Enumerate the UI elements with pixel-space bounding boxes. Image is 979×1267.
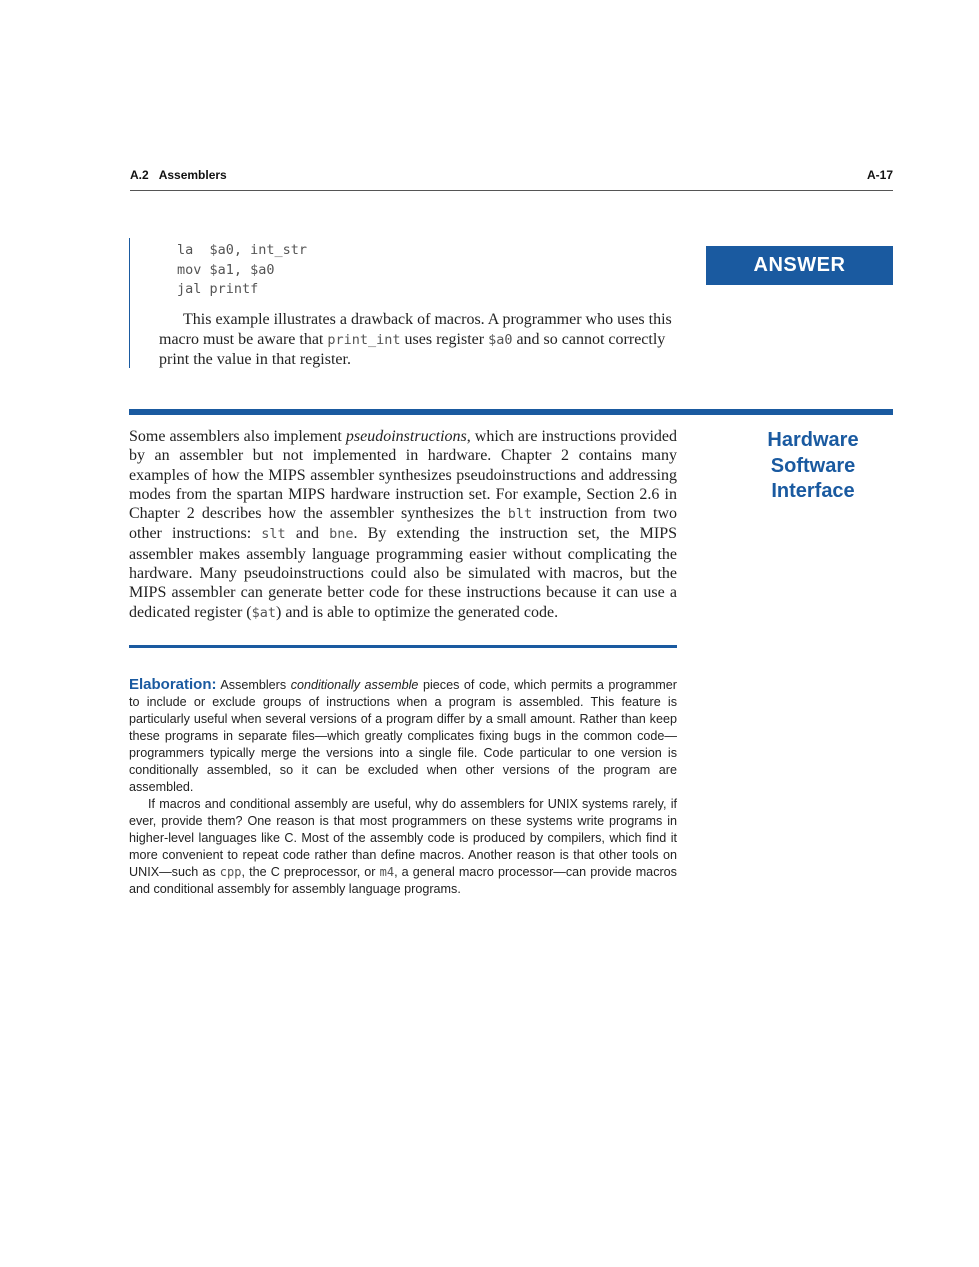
- answer-block: [129, 238, 690, 368]
- elab-text: If macros and conditional assembly are useful, why do assemblers for UNIX systems rarely, if ever, provide them? One reason is that most programmers on these systems write programs in higher-level languages like C. Most of the assembly code is produced by compilers, which find it more convenient to repeat code rather than define macros. Another reason is that other tools on UNIX—such as: [129, 797, 677, 879]
- hsi-sidebar-label: [740, 428, 886, 505]
- hsi-label-line: Hardware: [767, 429, 859, 451]
- running-header: [130, 168, 893, 191]
- inline-code-cpp: cpp: [219, 865, 242, 879]
- inline-code-at: $at: [251, 604, 276, 621]
- hsi-label-line: Interface: [771, 480, 855, 502]
- elab-text: pieces of code, which permits a programmer to include or exclude groups of instructions when a program is assembled. This feature is particularly useful when several versions of a program differ by a small amount. Rather than keep these programs in separate files—which greatly complicates fixing bugs in the common code—programmers typically merge the versions into a single file. Code particular to one version is conditionally assembled, so it can be excluded when other versions of the program are assembled.: [129, 678, 677, 794]
- hsi-text-2: , which are instructions provided by an assembler but not implemented in hardware. Chapter 2 contains many examples of how the MIPS assembler synthesizes pseudoinstructions and addressing modes from the spartan MIPS hardware instruction set. For example, Section 2.6 in Chapter 2 describes how the assembler synthesizes the: [129, 428, 677, 523]
- code-listing: [177, 241, 307, 300]
- page-number: A-17: [866, 168, 893, 182]
- header-section-number: A.2: [130, 168, 149, 182]
- elaboration-section: [129, 676, 677, 898]
- elaboration-paragraph-1: [129, 676, 677, 796]
- answer-text-2: uses register: [400, 331, 489, 348]
- inline-code-bne: bne: [329, 526, 354, 543]
- answer-paragraph: [159, 310, 679, 370]
- inline-code-a0: $a0: [488, 332, 513, 348]
- elaboration-title: Elaboration:: [129, 676, 217, 693]
- inline-code-m4: m4: [379, 865, 395, 879]
- hsi-emphasis: pseudoinstructions: [345, 428, 467, 445]
- hsi-text-4: and: [285, 525, 330, 543]
- hsi-text-3: instruction from two other instructions:: [129, 505, 677, 543]
- answer-text-1: This example illustrates a drawback of macros. A programmer who uses this macro must be aware that: [159, 311, 672, 348]
- answer-text-3: and so cannot correctly print the value in that register.: [159, 331, 666, 368]
- inline-code-print-int: print_int: [327, 332, 401, 348]
- hsi-text-5: . By extending the instruction set, the MIPS assembler makes assembly language programming easier without complicating the hardware. Many pseudoinstructions could also be simulated with macros, but the MIPS assembler can generate better code for these instructions because it can use a dedicated register (: [129, 525, 678, 621]
- elab-text: , the C preprocessor, or: [241, 865, 380, 879]
- hsi-bottom-rule: [129, 645, 677, 648]
- hsi-text-1: Some assemblers also implement: [129, 428, 346, 445]
- answer-label-box: ANSWER: [706, 246, 893, 285]
- inline-code-blt: blt: [507, 506, 533, 523]
- header-section: [130, 168, 227, 182]
- hsi-text-6: ) and is able to optimize the generated code.: [276, 603, 559, 621]
- elab-text: Assemblers: [216, 678, 291, 692]
- elaboration-paragraph-2: [129, 796, 677, 898]
- header-section-title: Assemblers: [158, 168, 227, 182]
- elab-emphasis: conditionally assemble: [290, 678, 419, 692]
- hsi-label-line: Software: [770, 454, 856, 477]
- code-line: la $a0, int_str: [177, 242, 308, 258]
- code-line: jal printf: [177, 281, 259, 297]
- hsi-top-rule: [129, 409, 893, 415]
- hsi-paragraph: [129, 427, 677, 623]
- inline-code-slt: slt: [261, 526, 286, 543]
- elab-text: , a general macro processor—can provide macros and conditional assembly for assembly language programs.: [129, 865, 677, 896]
- code-line: mov $a1, $a0: [177, 261, 275, 278]
